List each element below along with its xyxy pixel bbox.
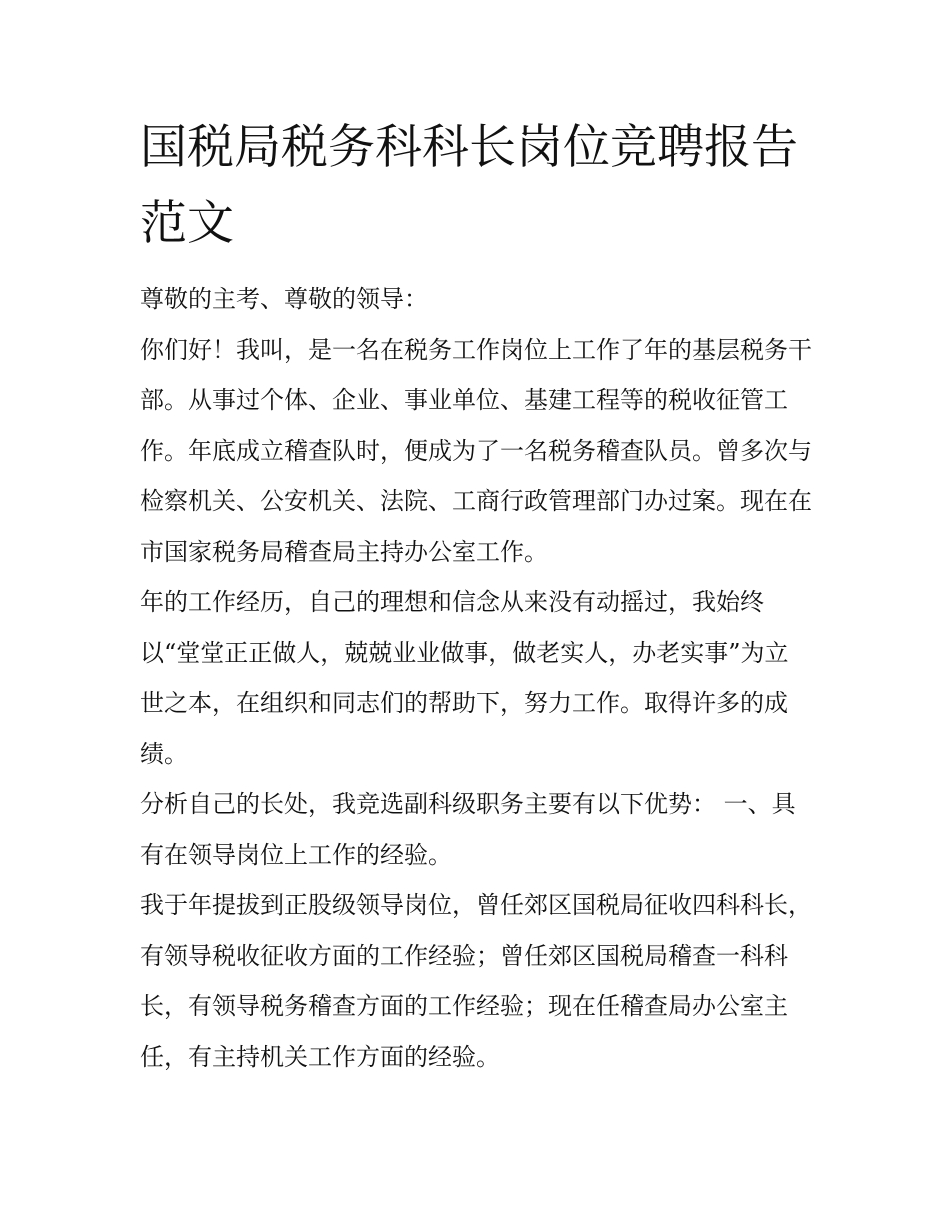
introduction-paragraph: 你们好！我叫，是一名在税务工作岗位上工作了年的基层税务干部。从事过个体、企业、事业单位、基建工程等的税收征管工作。年底成立稽查队时，便成为了一名税务稽查队员。曾多次与检察机关、公安机关、法院、工商行政管理部门办过案。现在在市国家税务局稽查局主持办公室工作。: [140, 335, 812, 566]
document-title: 国税局税务科科长岗位竞聘报告范文: [140, 120, 798, 251]
document-body: [140, 110, 812, 1082]
advantages-paragraph: 分析自己的长处，我竞选副科级职务主要有以下优势： 一、具有在领导岗位上工作的经验。: [140, 790, 796, 869]
experience-paragraph: 年的工作经历，自己的理想和信念从来没有动摇过，我始终以“堂堂正正做人，兢兢业业做事，做老实人，办老实事”为立世之本，在组织和同志们的帮助下，努力工作。取得许多的成绩。: [140, 588, 789, 768]
salutation-paragraph: 尊敬的主考、尊敬的领导：: [140, 285, 428, 313]
leadership-paragraph: 我于年提拔到正股级领导岗位，曾任郊区国税局征收四科科长，有领导税收征收方面的工作经验；曾任郊区国税局稽查一科科长，有领导税务稽查方面的工作经验；现在任稽查局办公室主任，有主持机关工作方面的经验。: [140, 891, 812, 1071]
